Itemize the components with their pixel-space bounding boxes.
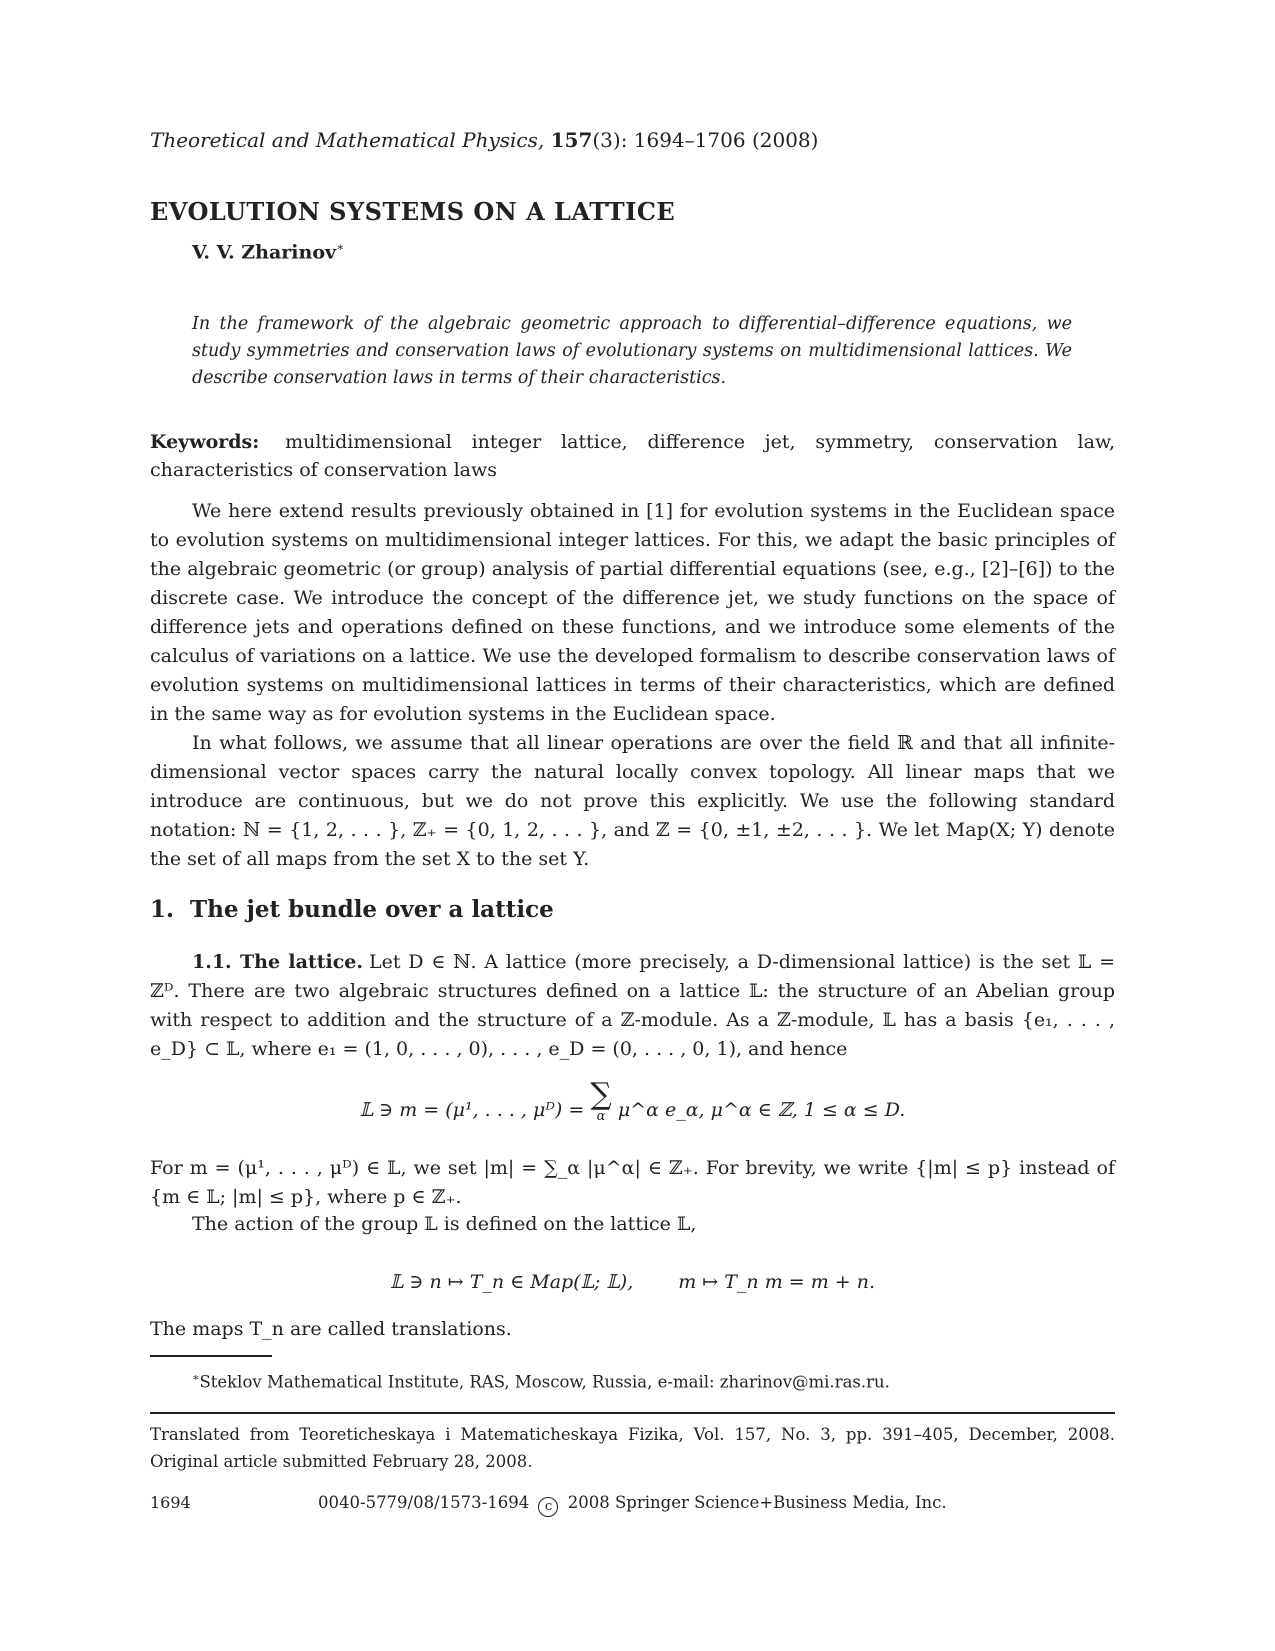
eq1-right: μ^α e_α, μ^α ∈ ℤ, 1 ≤ α ≤ D. xyxy=(617,1099,906,1121)
author-footnote-mark: ∗ xyxy=(336,240,345,254)
equation-translations xyxy=(150,1271,1115,1293)
keywords-label: Keywords: xyxy=(150,431,260,453)
translation-note: Translated from Teoreticheskaya i Matematicheskaya Fizika, Vol. 157, No. 3, pp. 391–405, December, 2008. Original article submitted February 28, 2008. xyxy=(150,1425,1115,1471)
subsection-lattice xyxy=(150,948,1115,1064)
issn: 0040-5779/08/1573-1694 xyxy=(318,1493,530,1512)
eq1-left: 𝕃 ∋ m = (μ¹, . . . , μᴰ) = xyxy=(359,1099,591,1121)
publisher: 2008 Springer Science+Business Media, Inc. xyxy=(567,1493,947,1512)
section-heading xyxy=(150,896,554,923)
journal-name: Theoretical and Mathematical Physics, xyxy=(150,128,545,152)
issn-copyright xyxy=(318,1493,947,1517)
footnote-mark: ∗ xyxy=(192,1371,200,1384)
journal-header xyxy=(150,128,818,152)
copyright-icon: c xyxy=(538,1497,558,1517)
section-number: 1. xyxy=(150,896,175,923)
translation-divider xyxy=(150,1412,1115,1414)
introduction xyxy=(150,497,1115,874)
author-line xyxy=(192,240,344,263)
keywords xyxy=(150,428,1115,484)
author-name: V. V. Zharinov xyxy=(192,241,337,264)
article-title: EVOLUTION SYSTEMS ON A LATTICE xyxy=(150,197,676,226)
equation-lattice-basis xyxy=(150,1077,1115,1124)
eq2-right: m ↦ T_n m = m + n. xyxy=(678,1271,876,1293)
group-action-text: The action of the group 𝕃 is defined on the lattice 𝕃, xyxy=(192,1213,697,1235)
journal-volume: 157 xyxy=(550,128,593,152)
translations-text: The maps T_n are called translations. xyxy=(150,1318,512,1340)
intro-paragraph-2: In what follows, we assume that all linear operations are over the field ℝ and that all infinite-dimensional vector spaces carry the natural locally convex topology. All linear maps that we introduce are continuous, but we do not prove this explicitly. We use the following standard notation: ℕ = {1, 2, . . . }, ℤ₊ = {0, 1, 2, . . . }, and ℤ = {0, ±1, ±2, . . . }. We let Map(X; Y) denote the set of all maps from the set X to the set Y. xyxy=(150,732,1115,870)
abstract: In the framework of the algebraic geometric approach to differential–difference equations, we study symmetries and conservation laws of evolutionary systems on multidimensional lattices. We describe conservation laws in terms of their characteristics. xyxy=(192,314,1072,388)
page-number: 1694 xyxy=(150,1493,191,1512)
subsection-label: 1.1. The lattice. xyxy=(192,951,364,973)
footnote-divider xyxy=(150,1355,272,1357)
footnote xyxy=(192,1371,890,1392)
intro-paragraph-1: We here extend results previously obtained in [1] for evolution systems in the Euclidean space to evolution systems on multidimensional integer lattices. For this, we adapt the basic principles of the algebraic geometric (or group) analysis of partial differential equations (see, e.g., [2]–[6]) to the discrete case. We introduce the concept of the difference jet, we study functions on the space of difference jets and operations defined on these functions, and we introduce some elements of the calculus of variations on a lattice. We use the developed formalism to describe conservation laws of evolution systems on multidimensional lattices in terms of their characteristics, which are defined in the same way as for evolution systems in the Euclidean space. xyxy=(150,500,1115,725)
keywords-list: multidimensional integer lattice, difference jet, symmetry, conservation law, characteristics of conservation laws xyxy=(150,431,1115,481)
journal-issue: (3): 1694–1706 (2008) xyxy=(592,128,819,152)
footnote-text: Steklov Mathematical Institute, RAS, Moscow, Russia, e-mail: zharinov@mi.ras.ru. xyxy=(199,1372,890,1392)
eq2-left: 𝕃 ∋ n ↦ T_n ∈ Map(𝕃; 𝕃), xyxy=(389,1271,634,1293)
sum-symbol: ∑ α xyxy=(590,1077,612,1124)
subsection-text: Let D ∈ ℕ. A lattice (more precisely, a D-dimensional lattice) is the set 𝕃 = ℤᴰ. There are two algebraic structures defined on a lattice 𝕃: the structure of an Abelian group with respect to addition and the structure of a ℤ-module. As a ℤ-module, 𝕃 has a basis {e₁, . . . , e_D} ⊂ 𝕃, where e₁ = (1, 0, . . . , 0), . . . , e_D = (0, . . . , 0, 1), and hence xyxy=(150,951,1115,1060)
norm-definition: For m = (μ¹, . . . , μᴰ) ∈ 𝕃, we set |m| = ∑_α |μ^α| ∈ ℤ₊. For brevity, we write {|m| ≤ p} instead of {m ∈ 𝕃; |m| ≤ p}, where p ∈ ℤ₊. xyxy=(150,1157,1115,1208)
section-title: The jet bundle over a lattice xyxy=(190,896,554,923)
